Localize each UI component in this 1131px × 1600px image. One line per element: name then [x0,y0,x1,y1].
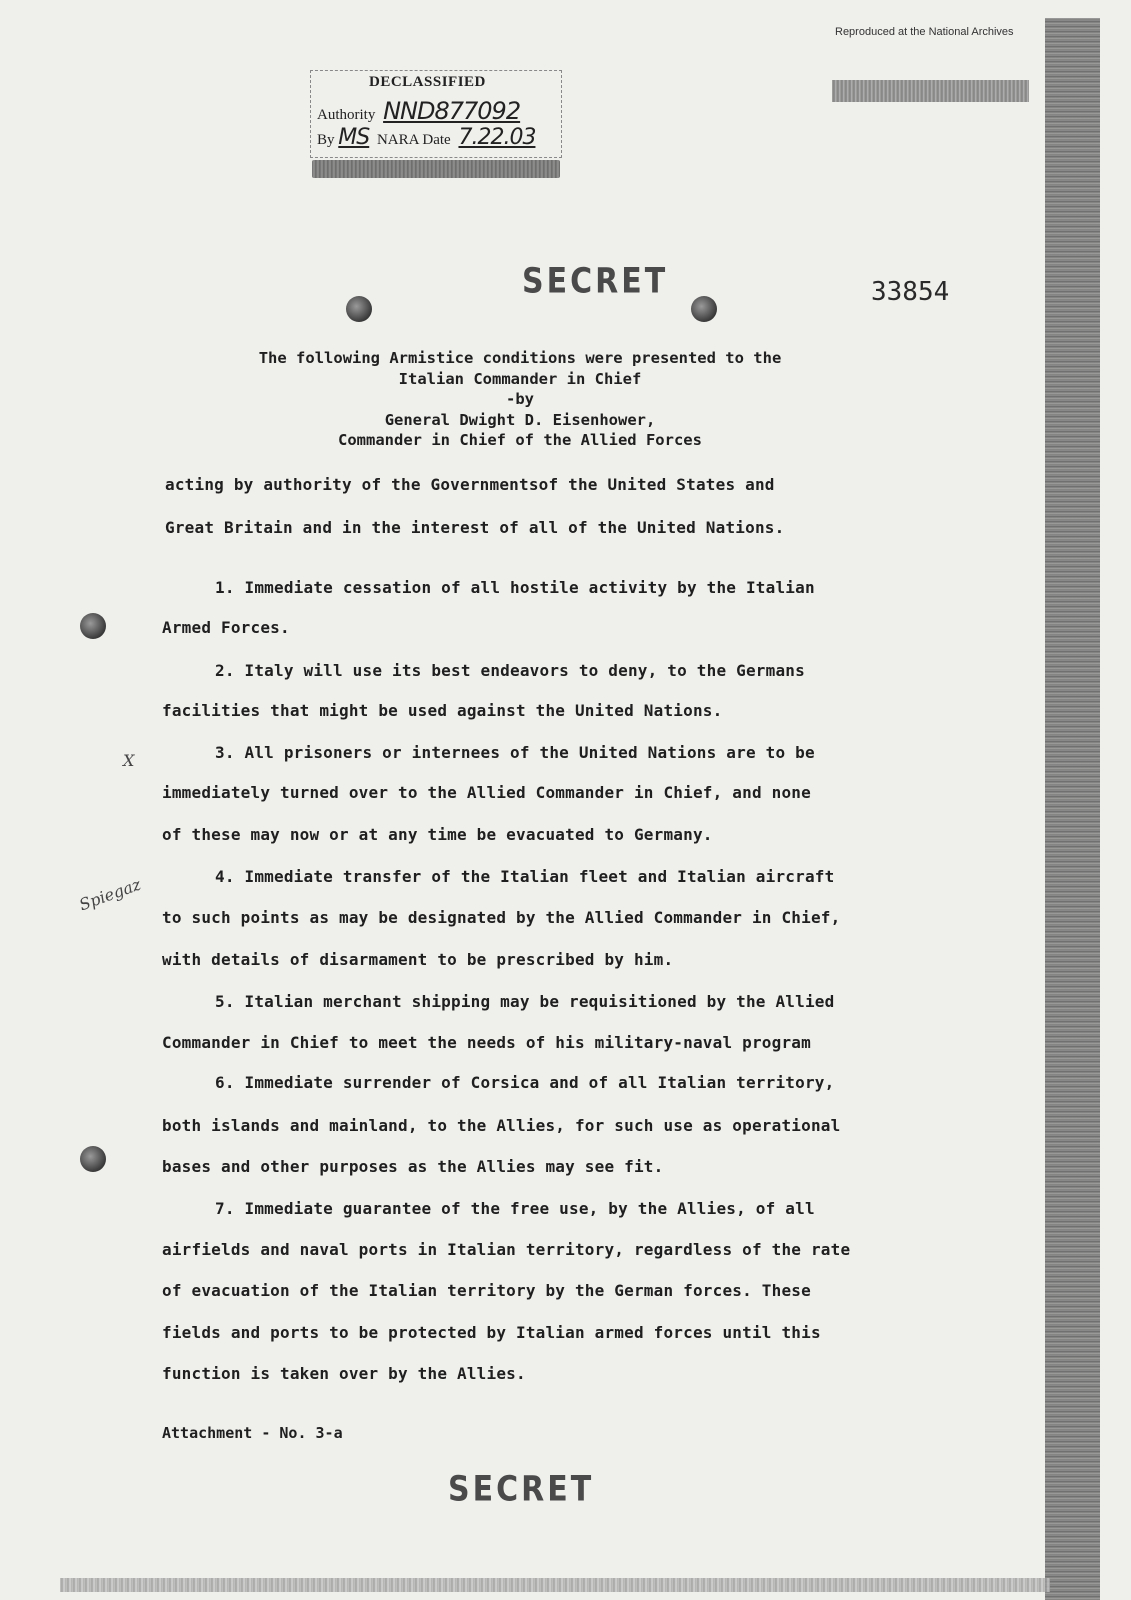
condition-4-line: 4. Immediate transfer of the Italian fleet and Italian aircraft [215,867,835,886]
condition-4-line: to such points as may be designated by the Allied Commander in Chief, [162,908,841,927]
stamp-authority-value: NND877092 [383,97,521,125]
condition-3-line: immediately turned over to the Allied Commander in Chief, and none [162,783,811,802]
heading-line: General Dwight D. Eisenhower, [384,410,656,429]
condition-7-line: fields and ports to be protected by Italian armed forces until this [162,1323,821,1342]
condition-1-line: 1. Immediate cessation of all hostile activity by the Italian [215,578,815,597]
stamp-by-row [317,125,535,150]
condition-1-line: Armed Forces. [162,618,290,637]
intro-line: acting by authority of the Governmentsof the United States and [165,475,775,494]
stamp-title: DECLASSIFIED [369,74,486,90]
scan-edge-shadow [1045,18,1100,1600]
condition-5-line: 5. Italian merchant shipping may be requisitioned by the Allied [215,992,835,1011]
stamp-by-value: MS [338,125,370,150]
stamp-nara-label: NARA Date [376,132,451,148]
margin-handwritten-note: Spiegaz [76,874,144,915]
punch-hole [691,296,717,322]
stamp-by-label: By [317,132,335,148]
stamp-date-value: 7.22.03 [458,125,536,150]
heading-line: Commander in Chief of the Allied Forces [338,431,702,449]
condition-6-line: both islands and mainland, to the Allies, for such use as operational [162,1116,841,1135]
heading-line: -by [506,390,534,408]
punch-hole [80,1146,106,1172]
condition-2-line: 2. Italy will use its best endeavors to deny, to the Germans [215,661,805,680]
condition-6-line: 6. Immediate surrender of Corsica and of all Italian territory, [215,1073,835,1092]
condition-6-line: bases and other purposes as the Allies may see fit. [162,1157,664,1176]
scan-bottom-shadow [60,1578,1050,1592]
stamp-authority-label: Authority [317,107,376,123]
classification-bottom: SECRET [448,1469,595,1510]
condition-3-line: of these may now or at any time be evacuated to Germany. [162,825,713,844]
heading-line: Italian Commander in Chief [398,369,642,388]
condition-7-line: airfields and naval ports in Italian territory, regardless of the rate [162,1240,851,1259]
heading-line: The following Armistice conditions were presented to the [258,349,782,367]
stamp-authority-row [317,97,520,125]
declassified-stamp [310,70,562,158]
condition-7-line: of evacuation of the Italian territory by the German forces. These [162,1281,811,1300]
classification-top: SECRET [522,261,669,302]
condition-3-line: 3. All prisoners or internees of the United Nations are to be [215,743,815,762]
margin-x-mark: X [123,751,135,770]
stamp-shadow [312,160,560,178]
scan-artifact-bar [832,80,1029,102]
condition-7-line: 7. Immediate guarantee of the free use, by the Allies, of all [215,1199,815,1218]
punch-hole [80,613,106,639]
attachment-label: Attachment - No. 3-a [162,1424,343,1442]
document-heading [190,348,850,451]
condition-5-line: Commander in Chief to meet the needs of his military-naval program [162,1033,811,1052]
condition-2-line: facilities that might be used against the United Nations. [162,701,723,720]
archive-note: Reproduced at the National Archives [835,26,1014,38]
punch-hole [346,296,372,322]
intro-line: Great Britain and in the interest of all of the United Nations. [165,518,785,537]
condition-7-line: function is taken over by the Allies. [162,1364,526,1383]
document-number: 33854 [871,277,950,307]
condition-4-line: with details of disarmament to be prescribed by him. [162,950,674,969]
